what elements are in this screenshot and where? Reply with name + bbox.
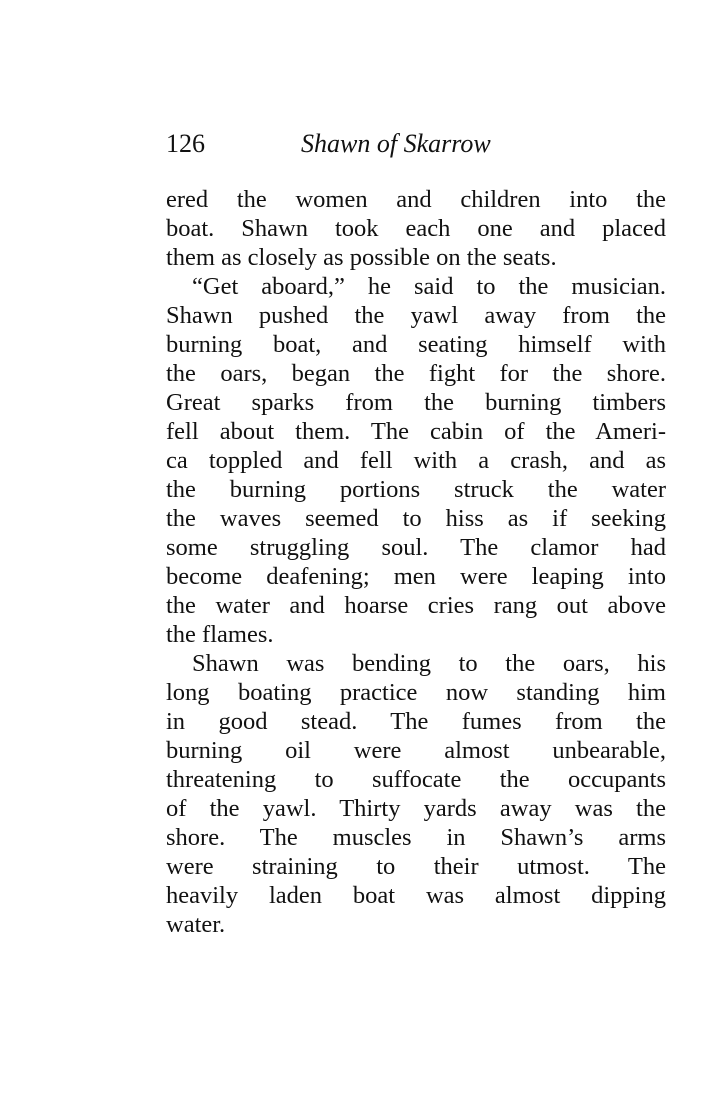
text-line: “Get aboard,” he said to the musician. bbox=[192, 273, 666, 300]
text-line: long boating practice now standing him bbox=[166, 679, 666, 706]
text-line: them as closely as possible on the seats. bbox=[166, 244, 557, 271]
text-line: burning boat, and seating himself with bbox=[166, 331, 666, 358]
text-line: ca toppled and fell with a crash, and as bbox=[166, 447, 666, 474]
text-line: the flames. bbox=[166, 621, 274, 648]
text-line: the burning portions struck the water bbox=[166, 476, 666, 503]
book-title: Shawn of Skarrow bbox=[301, 129, 491, 158]
body-text bbox=[166, 185, 666, 939]
text-line: ered the women and children into the bbox=[166, 186, 666, 213]
text-line: heavily laden boat was almost dipping bbox=[166, 882, 666, 909]
text-line: the waves seemed to hiss as if seeking bbox=[166, 505, 666, 532]
text-line: boat. Shawn took each one and placed bbox=[166, 215, 666, 242]
text-line: were straining to their utmost. The bbox=[166, 853, 666, 880]
text-line: the oars, began the fight for the shore. bbox=[166, 360, 666, 387]
text-line: Shawn was bending to the oars, his bbox=[192, 650, 666, 677]
text-line: some struggling soul. The clamor had bbox=[166, 534, 666, 561]
text-line: burning oil were almost unbearable, bbox=[166, 737, 666, 764]
text-line: in good stead. The fumes from the bbox=[166, 708, 666, 735]
text-line: become deafening; men were leaping into bbox=[166, 563, 666, 590]
running-head bbox=[166, 126, 666, 162]
page-number: 126 bbox=[166, 129, 205, 158]
text-line: the water and hoarse cries rang out above bbox=[166, 592, 666, 619]
text-line: shore. The muscles in Shawn’s arms bbox=[166, 824, 666, 851]
text-line: threatening to suffocate the occupants bbox=[166, 766, 666, 793]
text-line: Great sparks from the burning timbers bbox=[166, 389, 666, 416]
text-line: fell about them. The cabin of the Ameri- bbox=[166, 418, 666, 445]
text-line: Shawn pushed the yawl away from the bbox=[166, 302, 666, 329]
text-line: of the yawl. Thirty yards away was the bbox=[166, 795, 666, 822]
text-line: water. bbox=[166, 911, 226, 938]
